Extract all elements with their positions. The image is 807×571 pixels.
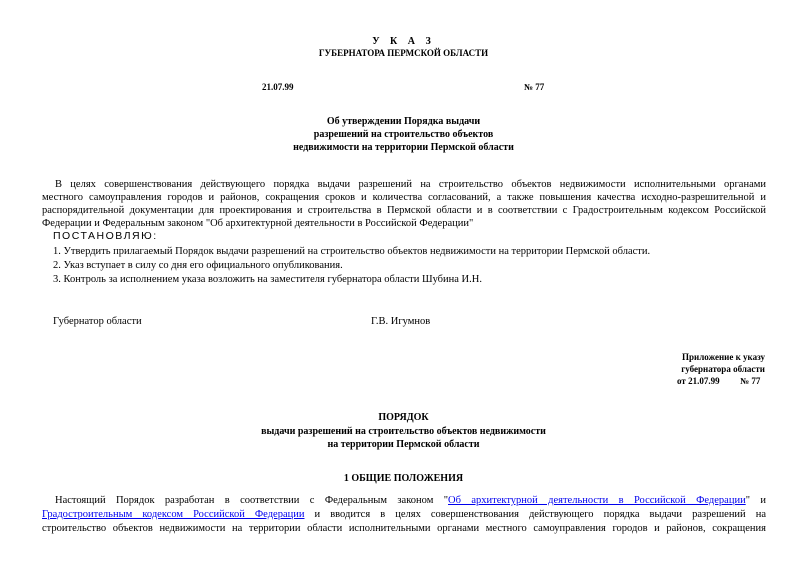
- order-title-line-1: выдачи разрешений на строительство объектов недвижимости: [261, 426, 546, 437]
- code-link[interactable]: Градостроительным кодексом Российской Федерации: [42, 509, 305, 520]
- preamble: [42, 178, 766, 230]
- preamble-line: распорядительной документации для проектирования и строительства в Пермской области и в соответствии с Градостроительным кодексом Российской: [42, 205, 766, 216]
- section-line: [42, 508, 766, 522]
- appendix-line-1: Приложение к указу: [682, 352, 765, 362]
- section-text: " и: [745, 495, 766, 506]
- title-line-3: недвижимости на территории Пермской области: [293, 142, 514, 153]
- title-line-2: разрешений на строительство объектов: [313, 129, 494, 140]
- doc-type: У К А З: [372, 36, 435, 47]
- appendix-date-prefix: от: [677, 376, 686, 386]
- section-heading: 1 ОБЩИЕ ПОЛОЖЕНИЯ: [343, 473, 464, 484]
- list-item: 1. Утвердить прилагаемый Порядок выдачи разрешений на строительство объектов недвижимости на территории Пермской области.: [53, 246, 651, 257]
- decree-number: № 77: [524, 82, 545, 92]
- order-title-line-2: на территории Пермской области: [327, 439, 480, 450]
- list-item: 3. Контроль за исполнением указа возложить на заместителя губернатора области Шубина И.Н.: [53, 274, 482, 285]
- issuer: ГУБЕРНАТОРА ПЕРМСКОЙ ОБЛАСТИ: [318, 48, 489, 58]
- signature-name: Г.В. Игумнов: [371, 316, 431, 327]
- appendix-line-2: губернатора области: [681, 364, 765, 374]
- appendix-number: № 77: [740, 376, 761, 386]
- appendix-date: 21.07.99: [688, 376, 720, 386]
- section-paragraph: [42, 494, 766, 536]
- section-line: строительство объектов недвижимости на территории области исполнительными органами местного самоуправления городов и районов, сокращения: [42, 523, 766, 534]
- order-heading: ПОРЯДОК: [378, 412, 429, 423]
- preamble-line: В целях совершенствования действующего порядка выдачи разрешений на строительство объектов недвижимости исполнительными органами: [55, 179, 766, 190]
- decree-date: 21.07.99: [262, 82, 294, 92]
- preamble-line: Федерации и Федеральным законом "Об архитектурной деятельности в Российской Федерации": [42, 218, 474, 229]
- title-line-1: Об утверждении Порядка выдачи: [326, 116, 481, 127]
- section-line: [42, 494, 766, 508]
- preamble-line: местного самоуправления городов и районов, сокращения сроков и количества согласований, а также повышения качества исходно-разрешительной и: [42, 192, 766, 203]
- list-item: 2. Указ вступает в силу со дня его официального опубликования.: [53, 260, 343, 271]
- appendix-date-row: [677, 376, 760, 386]
- section-text: и вводится в целях совершенствования действующего порядка выдачи разрешений на: [304, 509, 767, 520]
- resolve-word: ПОСТАНОВЛЯЮ:: [53, 230, 158, 242]
- signature-position: Губернатор области: [53, 316, 142, 327]
- section-text: Настоящий Порядок разработан в соответствии с Федеральным законом ": [55, 495, 449, 506]
- law-link[interactable]: Об архитектурной деятельности в Российской Федерации: [448, 495, 746, 506]
